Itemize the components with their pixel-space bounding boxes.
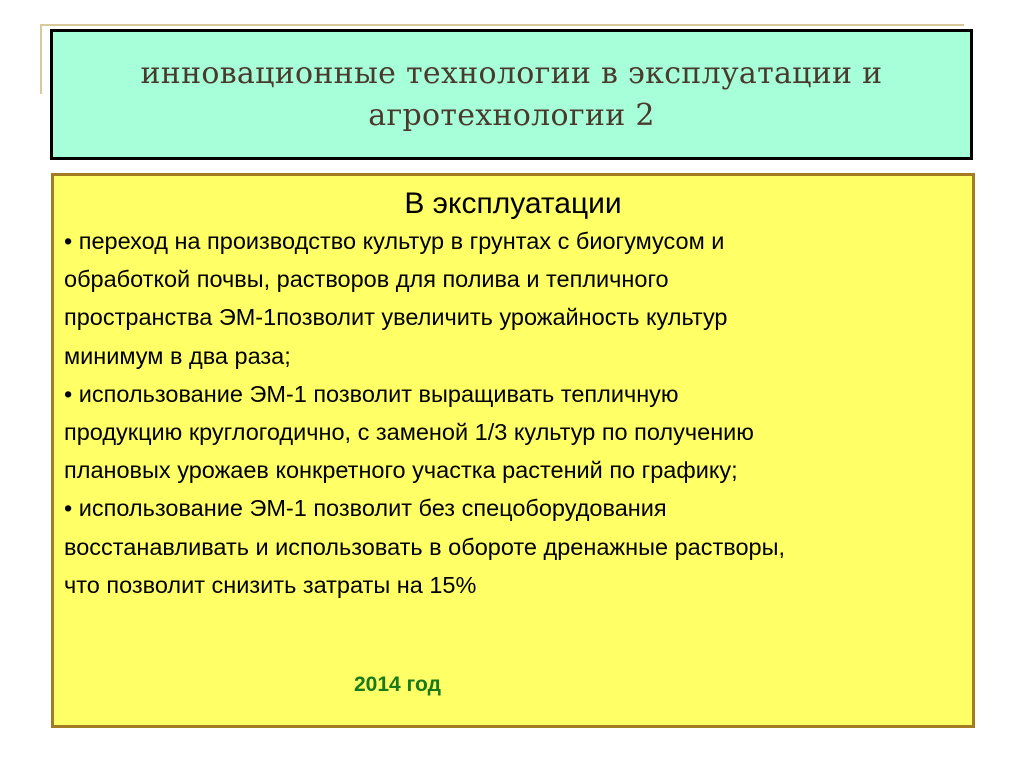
year-label: 2014 год: [354, 673, 441, 696]
content-heading: В эксплуатации: [404, 187, 622, 220]
content-box: [51, 173, 975, 728]
decorative-top-line: [40, 24, 964, 26]
title-box: [50, 29, 973, 160]
content-body-text: • переход на производство культур в грунтах с биогумусом и обработкой почвы, растворов для полива и тепличного пространства ЭМ-1позволит увеличить урожайность культур минимум в два раза; • использование ЭМ-1 позволит выращивать тепличную продукцию круглогодично, с заменой 1/3 культур по получению плановых урожаев конкретного участка растений по графику; • использование ЭМ-1 позволит без спецоборудования восстанавливать и использовать в обороте дренажные растворы, что позволит снизить затраты на 15%: [64, 228, 786, 598]
decorative-left-line: [40, 24, 42, 94]
slide-title: инновационные технологии в эксплуатации и агротехнологии 2: [140, 55, 883, 133]
